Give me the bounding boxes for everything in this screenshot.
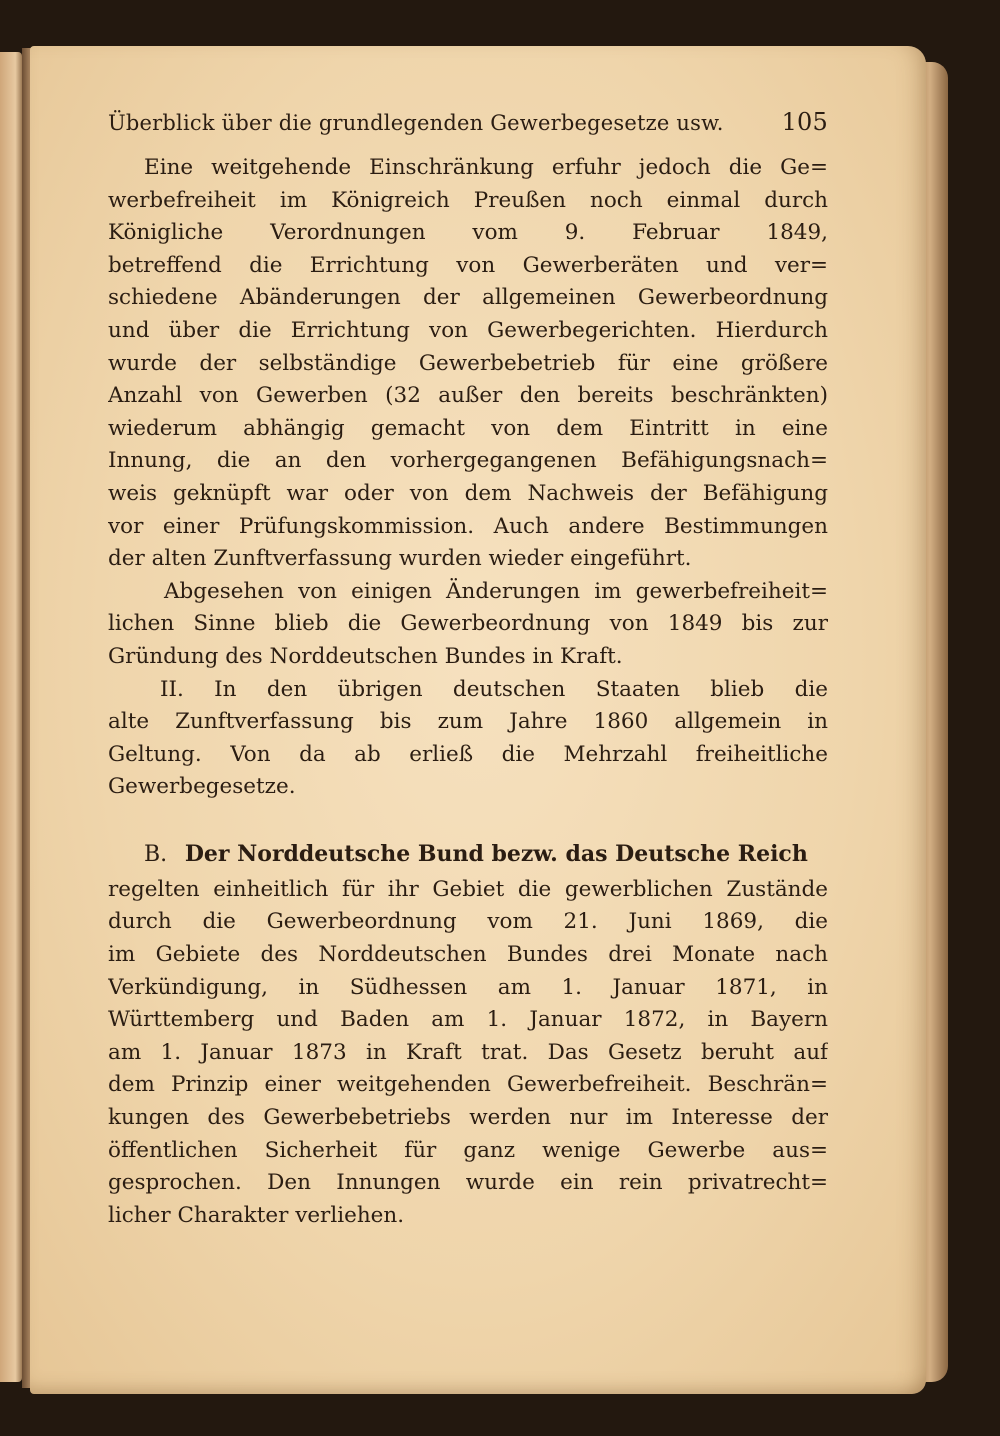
text-line: öffentlichen Sicherheit für ganz wenige Gewerbe aus=	[108, 1137, 828, 1163]
text-line: Gewerbegesetze.	[108, 774, 296, 800]
page-content	[108, 108, 828, 1232]
text-line: Verkündigung, in Südhessen am 1. Januar 1871, in	[108, 974, 828, 1000]
left-page-edge	[0, 52, 22, 1382]
text-line: schiedene Abänderungen der allgemeinen Gewerbeordnung	[108, 285, 828, 311]
section-paragraph	[108, 874, 828, 1233]
text-line: alte Zunftverfassung bis zum Jahre 1860 allgemein in	[108, 709, 828, 735]
text-line: Anzahl von Gewerben (32 außer den bereits beschränkten)	[108, 383, 828, 409]
page-number: 105	[781, 108, 828, 136]
text-line: lichen Sinne blieb die Gewerbeordnung von 1849 bis zur	[108, 611, 828, 637]
text-line: werbefreiheit im Königreich Preußen noch einmal durch	[108, 187, 828, 213]
text-line: Eine weitgehende Einschränkung erfuhr jedoch die Ge=	[144, 155, 828, 180]
text-line: Abgesehen von einigen Änderungen im gewerbefreiheit=	[164, 578, 828, 604]
section-heading	[108, 834, 828, 874]
text-line: wiederum abhängig gemacht von dem Eintritt in eine	[108, 415, 828, 441]
text-line: betreffend die Errichtung von Gewerberäten und ver=	[108, 252, 828, 278]
section-title: Der Norddeutsche Bund bezw. das Deutsche Reich	[184, 840, 808, 867]
text-line: durch die Gewerbeordnung vom 21. Juni 1869, die	[108, 909, 828, 935]
section-spacer	[108, 804, 828, 826]
text-line: wurde der selbständige Gewerbebetrieb für eine größere	[108, 350, 828, 376]
text-line: dem Prinzip einer weitgehenden Gewerbefreiheit. Beschrän=	[108, 1072, 828, 1098]
text-line: der alten Zunftverfassung wurden wieder eingeführt.	[108, 546, 692, 572]
text-line: kungen des Gewerbebetriebs werden nur im Interesse der	[108, 1105, 828, 1131]
paragraph-3	[108, 674, 828, 804]
running-head	[108, 108, 828, 152]
paragraph-2	[108, 576, 828, 674]
text-line: regelten einheitlich für ihr Gebiet die gewerblichen Zustände	[108, 876, 828, 902]
paragraph-1	[108, 152, 828, 576]
text-line: Gründung des Norddeutschen Bundes in Kraft.	[108, 643, 623, 669]
text-line: weis geknüpft war oder von dem Nachweis der Befähigung	[108, 480, 828, 506]
text-line: Innung, die an den vorhergegangenen Befähigungsnach=	[108, 448, 828, 474]
text-line: und über die Errichtung von Gewerbegerichten. Hierdurch	[108, 317, 828, 343]
text-line: licher Charakter verliehen.	[108, 1202, 405, 1228]
text-line: Württemberg und Baden am 1. Januar 1872, in Bayern	[108, 1007, 828, 1033]
text-line: im Gebiete des Norddeutschen Bundes drei Monate nach	[108, 942, 828, 968]
section-label: B.	[144, 841, 168, 867]
running-head-title: Überblick über die grundlegenden Gewerbegesetze usw.	[108, 111, 724, 135]
text-line: Geltung. Von da ab erließ die Mehrzahl freiheitliche	[108, 741, 828, 767]
text-line: am 1. Januar 1873 in Kraft trat. Das Gesetz beruht auf	[108, 1039, 828, 1065]
text-line: II. In den übrigen deutschen Staaten blieb die	[160, 676, 828, 702]
text-line: vor einer Prüfungskommission. Auch andere Bestimmungen	[108, 513, 828, 539]
text-line: Königliche Verordnungen vom 9. Februar 1849,	[108, 220, 828, 246]
text-line: gesprochen. Den Innungen wurde ein rein privatrecht=	[108, 1170, 828, 1196]
